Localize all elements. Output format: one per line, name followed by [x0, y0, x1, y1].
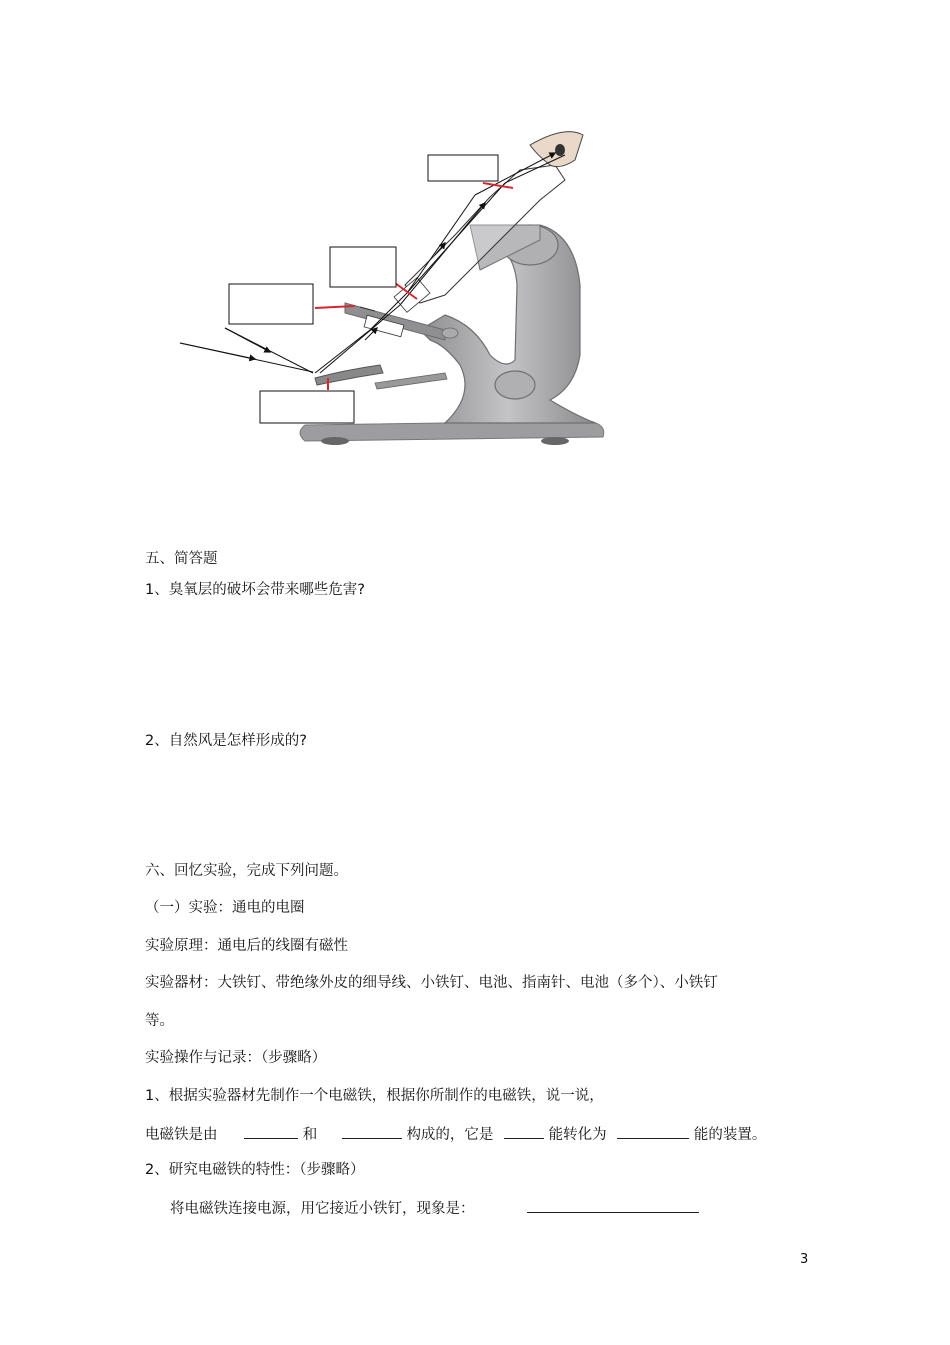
blank-3[interactable]: [504, 1124, 544, 1139]
label-box-stage[interactable]: [229, 284, 313, 324]
section6-heading: 六、回忆实验，完成下列问题。: [145, 863, 348, 879]
experiment-title: （一）实验：通电的电圈: [145, 900, 305, 916]
fill-text-5: 能的装置。: [693, 1127, 767, 1143]
section5-heading: 五、简答题: [145, 551, 218, 567]
experiment-procedure: 实验操作与记录：（步骤略）: [145, 1050, 327, 1066]
experiment-principle: 实验原理：通电后的线圈有磁性: [145, 938, 348, 954]
step-1: 1、根据实验器材先制作一个电磁铁，根据你所制作的电磁铁，说一说，: [145, 1088, 604, 1104]
page-number: 3: [800, 1252, 809, 1267]
fill-text-2: 和: [302, 1127, 318, 1143]
fill-text-1: 电磁铁是由: [145, 1127, 218, 1143]
label-box-mirror[interactable]: [260, 391, 354, 423]
blank-1[interactable]: [244, 1124, 298, 1139]
step-2: 2、研究电磁铁的特性：（步骤略）: [145, 1162, 365, 1178]
experiment-materials-line2: 等。: [145, 1013, 174, 1029]
step-2-text: 将电磁铁连接电源，用它接近小铁钉，现象是：: [170, 1201, 475, 1217]
fill-text-4: 能转化为: [548, 1127, 607, 1143]
question-1: 1、臭氧层的破坏会带来哪些危害?: [145, 582, 365, 598]
fine-knob: [495, 371, 535, 399]
step-2-observation: [170, 1198, 699, 1218]
blank-2[interactable]: [342, 1124, 402, 1139]
blank-observation[interactable]: [527, 1198, 699, 1213]
question-2: 2、自然风是怎样形成的?: [145, 733, 307, 749]
fill-text-3: 构成的，它是: [406, 1127, 494, 1143]
label-box-eyepiece[interactable]: [428, 155, 498, 181]
fill-in-sentence: [145, 1124, 766, 1144]
label-box-objective[interactable]: [330, 247, 396, 287]
experiment-materials-line1: 实验器材：大铁钉、带绝缘外皮的细导线、小铁钉、电池、指南针、电池（多个）、小铁钉: [145, 975, 718, 991]
microscope-diagram: [145, 125, 705, 455]
blank-4[interactable]: [617, 1124, 689, 1139]
